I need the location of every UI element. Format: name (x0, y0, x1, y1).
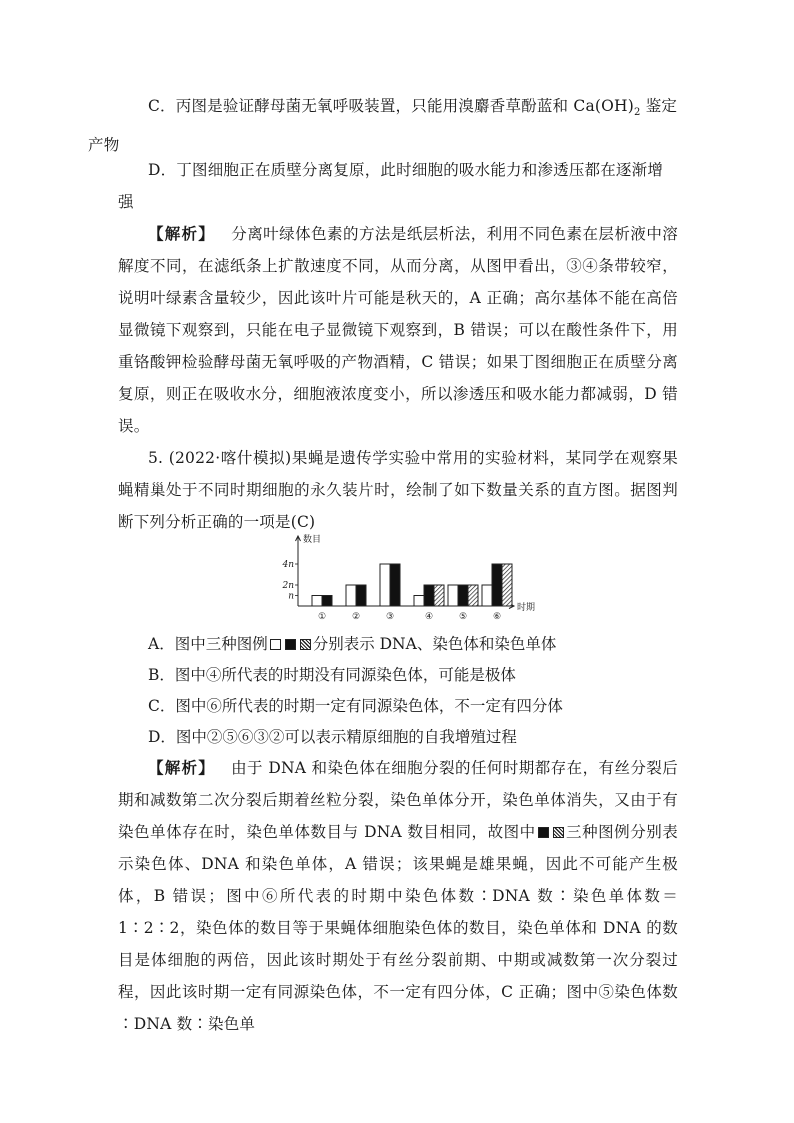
option-5a-post: 分别表示 DNA、染色体和染色单体 (312, 635, 557, 653)
analysis-2-part1: 由于 DNA 和染色体在细胞分裂的任何时期都存在，有丝分裂后期和减数第二次分裂后期着丝粒分裂，染色单体分开，染色单体消失，又由于有染色单体存在时，染色单体数目与 DNA 数目相同，故图中 (118, 759, 678, 841)
option-c-text: C．丙图是验证酵母菌无氧呼吸装置，只能用溴麝香草酚蓝和 Ca(OH) (148, 97, 635, 115)
histogram-chart (276, 530, 556, 630)
question-5: 5. (2022·喀什模拟)果蝇是遗传学实验中常用的实验材料，某同学在观察果蝇精巢处于不同时期细胞的永久装片时，绘制了如下数量关系的直方图。据图判断下列分析正确的一项是(C) (118, 449, 678, 531)
subscript: 2 (634, 107, 641, 119)
bar-hatched (434, 585, 444, 606)
category-label: ① (317, 612, 327, 622)
histogram-svg (276, 530, 556, 630)
analysis-tag-2: 【解析】 (148, 758, 215, 777)
bar-hatched (468, 585, 478, 606)
white-square-icon (270, 639, 281, 650)
bar-white (448, 585, 458, 606)
bar-black (390, 564, 400, 606)
category-label: ⑤ (458, 612, 468, 622)
option-5c: C．图中⑥所代表的时期一定有同源染色体，不一定有四分体 (148, 697, 563, 715)
bar-white (346, 585, 356, 606)
option-5b: B．图中④所代表的时期没有同源染色体，可能是极体 (148, 666, 516, 684)
category-label: ⑥ (492, 612, 502, 622)
option-5a-pre: A．图中三种图例 (148, 635, 268, 653)
bar-white (312, 596, 322, 607)
bar-white (482, 585, 492, 606)
hatched-square-icon (300, 639, 311, 650)
analysis-1-text: 分离叶绿体色素的方法是纸层析法，利用不同色素在层析液中溶解度不同，在滤纸条上扩散速度不同，从而分离，从图甲看出，③④条带较窄，说明叶绿素含量较少，因此该叶片可能是秋天的，A 正确；高尔基体不能在高倍显微镜下观察到，只能在电子显微镜下观察到，B 错误；可以在酸性条件下，用重铬酸钾检验酵母菌无氧呼吸的产物酒精，C 错误；如果丁图细胞正在质壁分离复原，则正在吸收水分，细胞液浓度变小，所以渗透压和吸水能力都减弱，D 错误。 (118, 225, 678, 435)
y-tick-label: n (288, 591, 294, 602)
bar-black (356, 585, 366, 606)
bar-black (492, 564, 502, 606)
option-c-previous (88, 90, 678, 161)
bar-white (414, 596, 424, 607)
bar-white (380, 564, 390, 606)
analysis-2-part2: 三种图例分别表示染色体、DNA 和染色单体，A 错误；该果蝇是雄果蝇，因此不可能产生极体，B 错误；图中⑥所代表的时期中染色体数∶DNA 数∶染色单体数＝1∶2∶2，染色体的数目等于果蝇体细胞染色体的数目，染色单体和 DNA 的数目是体细胞的两倍，因此该时期处于有丝分裂前期、中期或减数第一次分裂过程，因此该时期一定有同源染色体，不一定有四分体，C 正确；图中⑤染色体数∶DNA 数∶染色单 (118, 823, 678, 1033)
option-5a (148, 628, 688, 660)
bar-black (458, 585, 468, 606)
category-label: ③ (385, 612, 395, 622)
category-label: ② (351, 612, 361, 622)
black-square-icon (538, 827, 549, 838)
bar-black (424, 585, 434, 606)
analysis-2 (118, 752, 678, 1040)
option-d-line1: D．丁图细胞正在质壁分离复原，此时细胞的吸水能力和渗透压都在逐渐增 (148, 161, 664, 179)
black-square-icon (285, 639, 296, 650)
option-d-line2: 强 (118, 193, 134, 211)
x-axis-label: 时期 (517, 603, 536, 613)
option-c-text-c: 产物 (88, 136, 120, 155)
category-label: ④ (424, 612, 434, 622)
y-axis-label: 数目 (303, 535, 322, 545)
option-5d: D．图中②⑤⑥③②可以表示精原细胞的自我增殖过程 (148, 728, 517, 746)
y-tick-label: 2n (282, 581, 294, 591)
option-d-previous (118, 154, 678, 218)
bar-black (322, 596, 332, 607)
hatched-square-icon (553, 827, 564, 838)
y-tick-label: 4n (282, 560, 294, 570)
option-c-text-b: 鉴定 (640, 97, 678, 115)
bar-hatched (502, 564, 512, 606)
analysis-tag: 【解析】 (148, 224, 216, 243)
analysis-1 (118, 218, 678, 442)
